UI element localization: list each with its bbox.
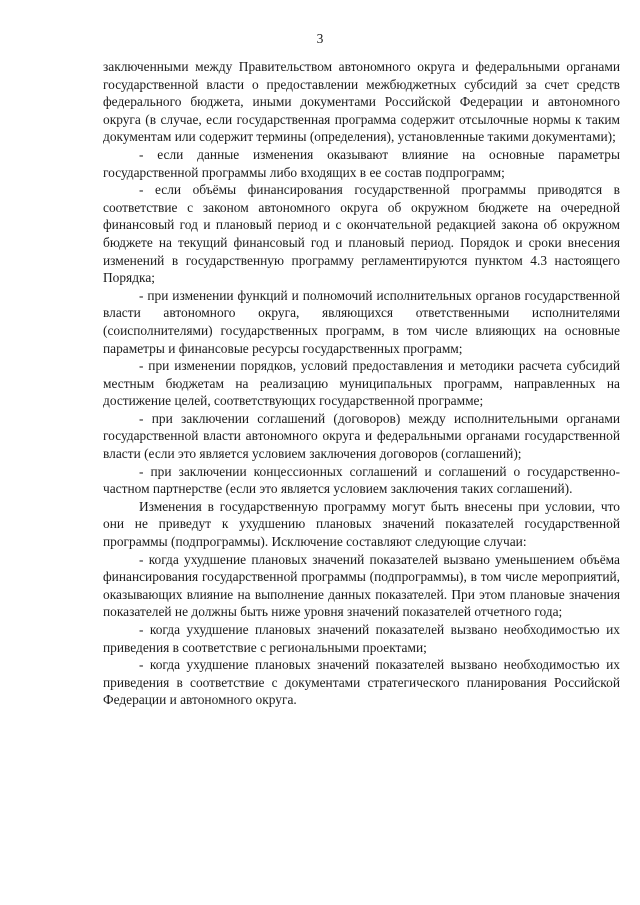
- paragraph-bullet: - когда ухудшение плановых значений показателей вызвано необходимостью их приведения в соответствие с документами стратегического планирования Российской Федерации и автономного округа.: [103, 657, 620, 708]
- paragraph-changes-conditions: Изменения в государственную программу могут быть внесены при условии, что они не приведут к ухудшению плановых значений показателей государственной программы (подпрограммы). Исключение составляют следующие случаи:: [103, 498, 620, 550]
- document-body: [103, 58, 620, 709]
- paragraph-bullet: - если данные изменения оказывают влияние на основные параметры государственной программы либо входящих в ее состав подпрограмм;: [103, 146, 620, 180]
- paragraph-bullet: - при изменении порядков, условий предоставления и методики расчета субсидий местным бюджетам на реализацию муниципальных программ, направленных на достижение целей, соответствующих государственной программе;: [103, 358, 620, 409]
- paragraph-bullet: - при изменении функций и полномочий исполнительных органов государственной власти автономного округа, являющихся ответственными исполнителями (соисполнителями) государственных программ, в том числе влияющих на основные параметры и финансовые ресурсы государственных программ;: [103, 287, 620, 356]
- paragraph-bullet: - когда ухудшение плановых значений показателей вызвано уменьшением объёма финансирования государственной программы (подпрограммы), в том числе мероприятий, оказывающих влияние на выполнение данных показателей. При этом плановые значения показателей не должны быть ниже уровня значений показателей отчетного года;: [103, 551, 620, 620]
- page-number: 3: [316, 31, 324, 46]
- paragraph-bullet: - если объёмы финансирования государственной программы приводятся в соответствие с законом автономного округа об окружном бюджете на очередной финансовый год и плановый период и с окончательной редакцией закона об окружном бюджете на текущий финансовый год и плановый период. Порядок и сроки внесения изменений в государственную программу регламентируются пунктом 4.3 настоящего Порядка;: [103, 182, 620, 286]
- paragraph-bullet: - при заключении соглашений (договоров) между исполнительными органами государственной власти автономного округа и федеральными органами государственной власти (если это является условием заключения договоров (соглашений);: [103, 410, 620, 462]
- paragraph-continuation: заключенными между Правительством автономного округа и федеральными органами государственной власти о предоставлении межбюджетных субсидий за счет средств федерального бюджета, иными документами Российской Федерации и автономного округа (в случае, если государственная программа содержит отсылочные нормы к таким документам или содержит термины (определения), установленные такими документами);: [103, 59, 620, 145]
- paragraph-bullet: - при заключении концессионных соглашений и соглашений о государственно-частном партнерстве (если это является условием заключения таких соглашений).: [103, 463, 620, 497]
- paragraph-bullet: - когда ухудшение плановых значений показателей вызвано необходимостью их приведения в соответствие с региональными проектами;: [103, 622, 620, 655]
